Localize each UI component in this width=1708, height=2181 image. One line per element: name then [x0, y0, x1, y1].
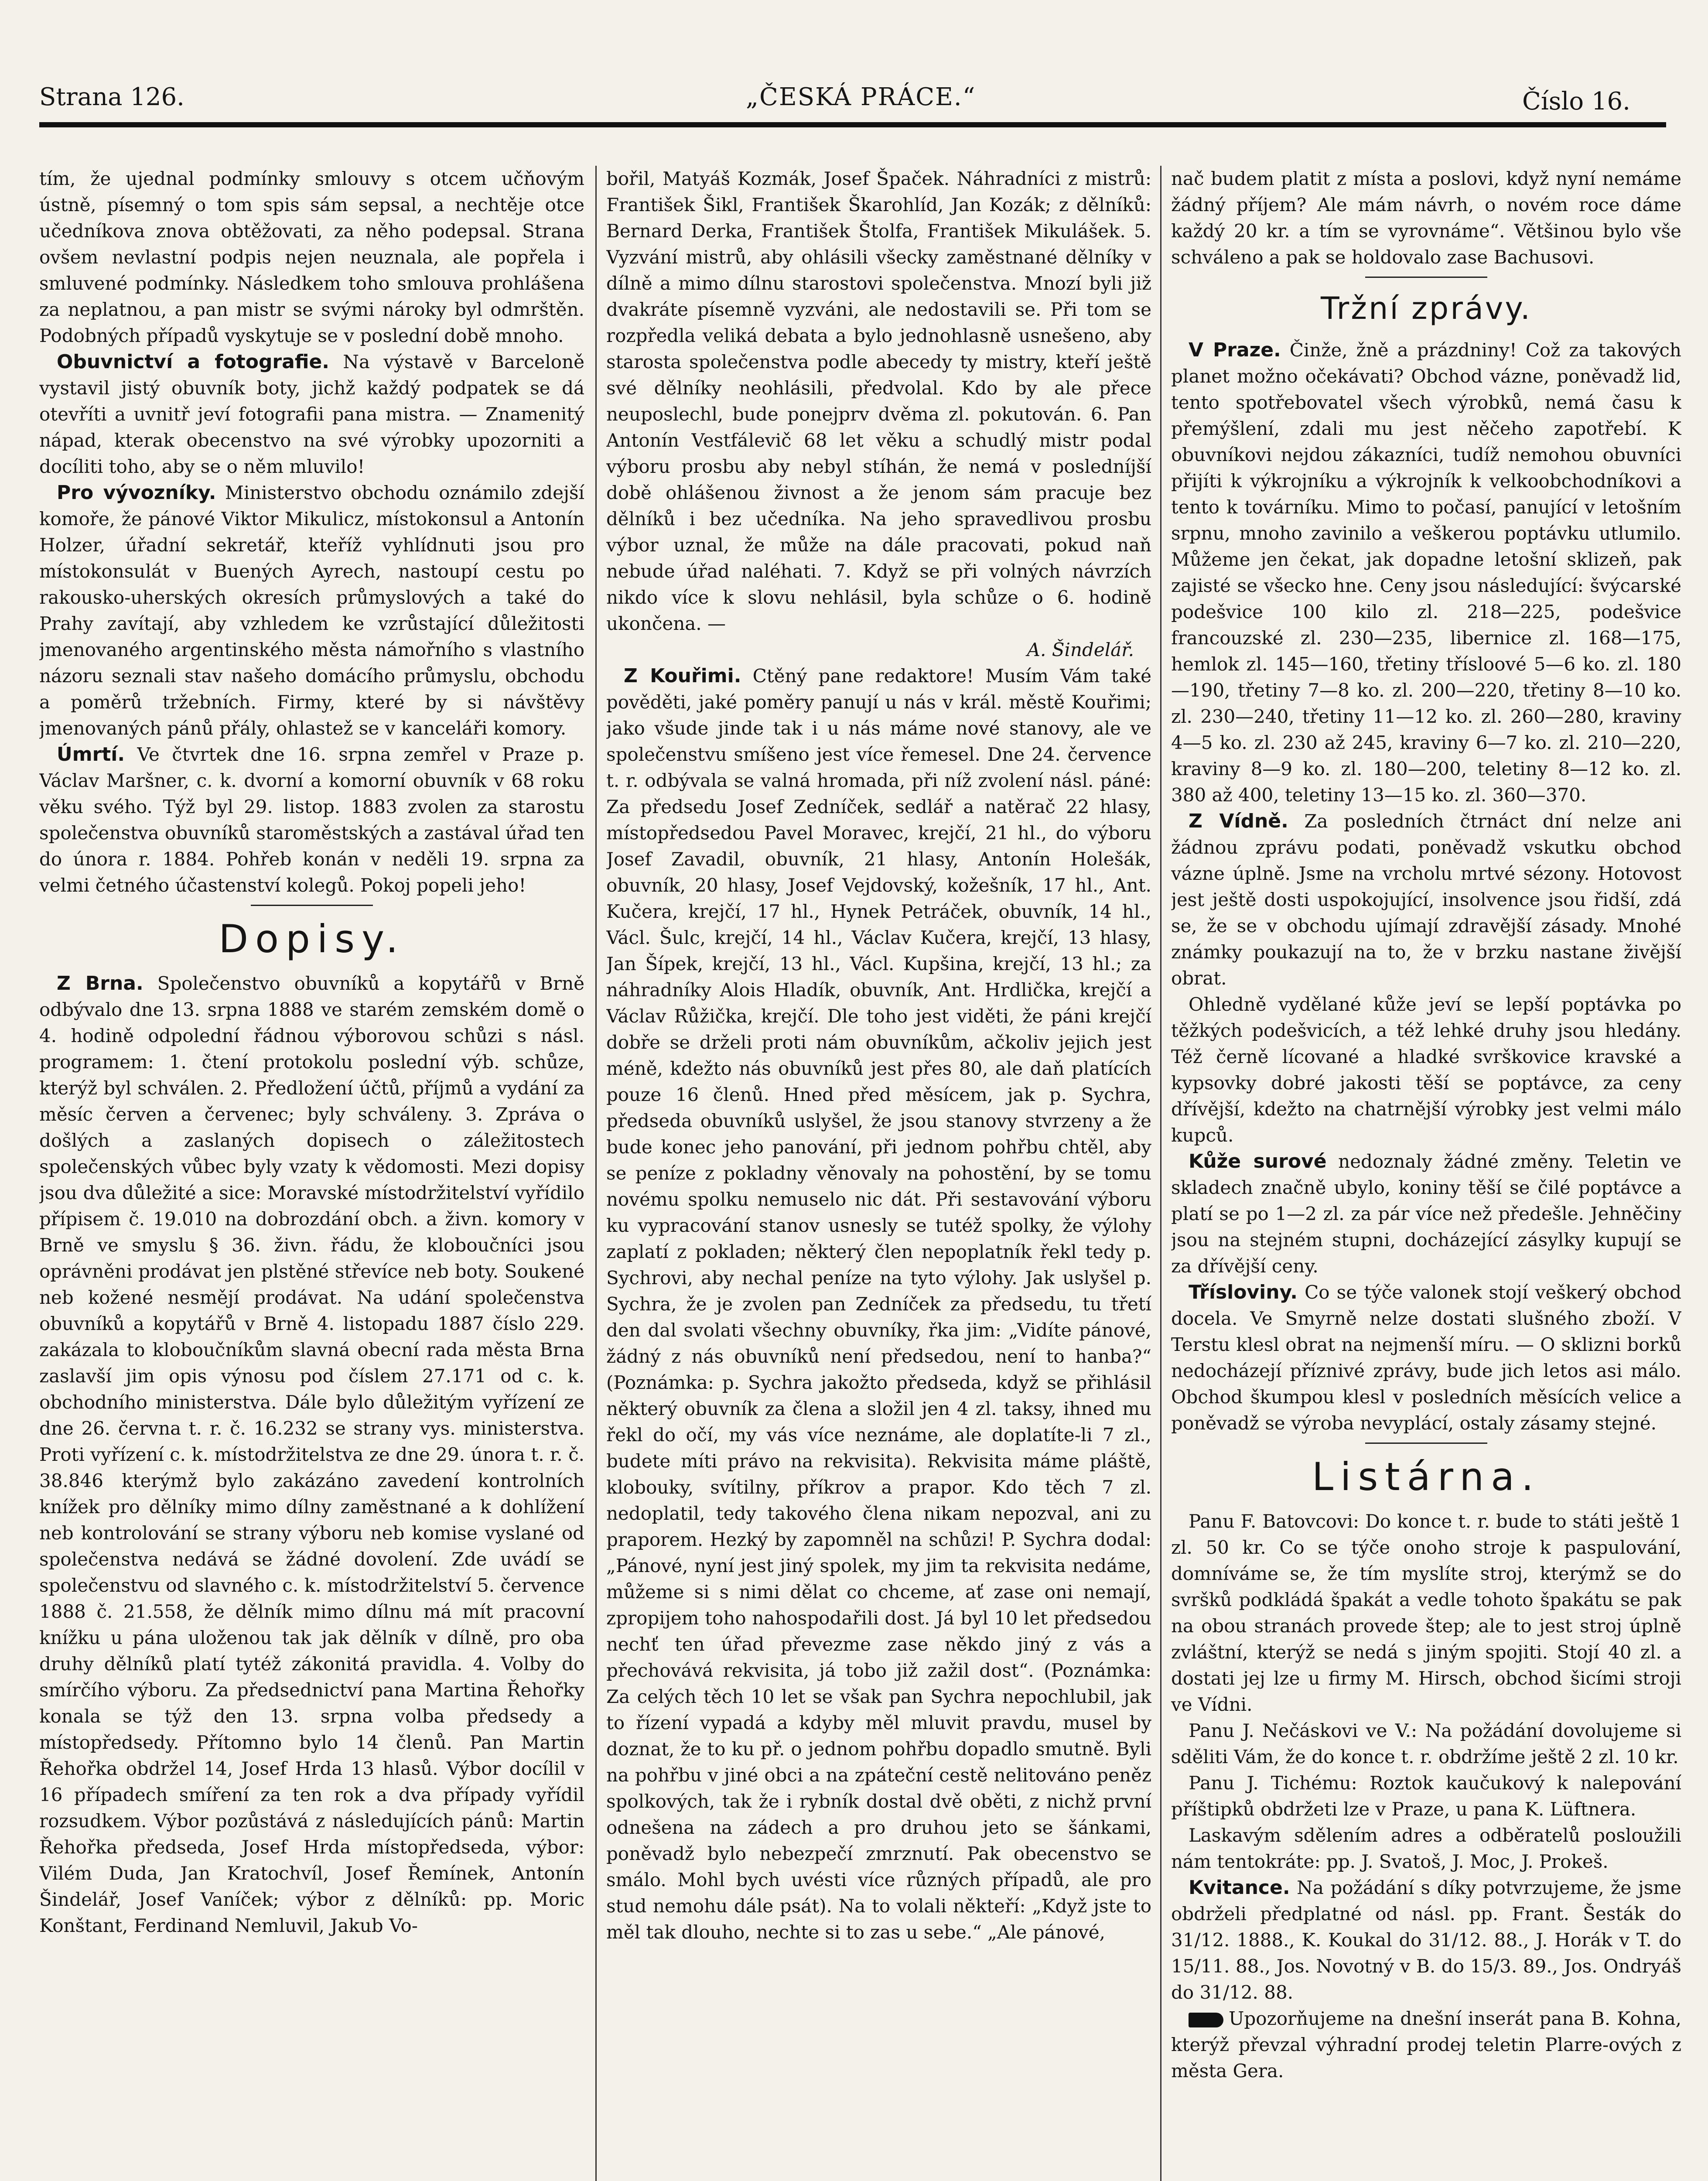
section-rule [1365, 1443, 1487, 1444]
article-paragraph [1171, 1875, 1681, 2006]
page-number: Strana 126. [39, 83, 184, 111]
article-heading: Obuvnictví a fotografie. [57, 351, 329, 373]
article-text: Co se týče valonek stojí veškerý obchod docela. Ve Smyrně nelze dostati slušného zboží. V Terstu klesl obrat na nejmenší míru. — O sklizni borků nedocházejí příznivé zprávy, bude jich letos asi málo. Obchod škumpou klesl v posledních měsících velice a poněvadž se výroba nevyplácí, ostaly zásamy stejné. [1171, 1282, 1681, 1434]
article-paragraph [1171, 1279, 1681, 1436]
article-text: Ve čtvrtek dne 16. srpna zemřel v Praze p. Václav Maršner, c. k. dvorní a komorní obuvník v 68 roku věku svého. Týž byl 29. listop. 1883 zvolen za starostu společenstva obuvníků staroměstských a zastával úřad ten do února r. 1884. Pohřeb konán v neděli 19. srpna za velmi četného účastenství kolegů. Pokoj popeli jeho! [39, 744, 584, 896]
article-heading: Kvitance. [1189, 1877, 1290, 1899]
article-text: nedoznaly žádné změny. Teletin ve skladech značně ubylo, koniny těší se čilé poptávce a platí se po 1—2 zl. za pár více než předešle. Jehněčiny jsou na stejném stupni, docházející zásylky kupují se za dřívější ceny. [1171, 1151, 1681, 1277]
signature: A. Šindelář. [1027, 639, 1134, 660]
column-divider [595, 166, 597, 2181]
article-paragraph: Ohledně vydělané kůže jeví se lepší poptávka po těžkých podešvicích, a též lehké druhy jsou hledány. Též černě lícované a hladké svrškovice kravské a kypsovky dobré jakosti těší se poptávce, za ceny dřívější, kdežto na chatrnější výrobky jest velmi málo kupců. [1171, 994, 1681, 1146]
article-paragraph: tím, že ujednal podmínky smlouvy s otcem učňovým ústně, písemný o tom spis sám sepsal, a nechtěje otce učedníkova znova obtěžovati, za něho podepsal. Strana ovšem nevlastní podpis nejen neuznala, ale popřela i smluvené podmínky. Následkem toho smlouva prohlášena za neplatnou, a pan mistr se svými nároky byl odmrštěn. Podobných případů vyskytuje se v poslední době mnoho. [39, 168, 584, 346]
issue-number: Číslo 16. [1522, 87, 1630, 116]
article-heading: Z Vídně. [1189, 810, 1288, 832]
article-paragraph [39, 349, 584, 480]
article-heading: Úmrtí. [57, 743, 125, 766]
article-text: Na výstavě v Barceloně vystavil jistý obuvník boty, jichž každý podpatek se dá otevříti a uvnitř jeví fotografii pana mistra. — Znamenitý nápad, kterak obecenstvo na své výrobky upozorniti a docíliti toho, aby se o něm mluvilo! [39, 351, 584, 477]
section-title-listarna: Listárna. [1312, 1454, 1541, 1499]
column-3 [1171, 166, 1681, 2181]
section-rule [1365, 277, 1487, 278]
newspaper-page [39, 35, 1681, 2181]
article-paragraph: Panu J. Tichému: Roztok kaučukový k nalepování příštipků obdržeti lze v Praze, u pana K. Lüftnera. [1171, 1772, 1681, 1820]
article-paragraph [1171, 808, 1681, 991]
section-title-trzni-zpravy: Tržní zprávy. [1320, 291, 1532, 326]
article-heading: V Praze. [1189, 339, 1281, 361]
article-paragraph [606, 663, 1151, 1945]
pointing-hand-icon [1189, 2013, 1223, 2027]
article-paragraph [39, 971, 584, 1939]
article-heading: Kůže surové [1189, 1150, 1327, 1173]
article-heading: Z Kouřimi. [624, 665, 741, 687]
article-text: Ministerstvo obchodu oznámilo zdejší komoře, že pánové Viktor Mikulicz, místokonsul a Antonín Holzer, úřadní sekretář, kteříž vyhlídnuti jsou pro místokonsulát v Buených Ayrech, nastoupí cestu po rakousko-uherských okresích průmyslových a také do Prahy zavítají, aby vzhledem ke vzrůstající důležitosti jmenovaného argentinského města námořního s vlastního názoru seznali stav našeho domácího průmyslu, obchodu a poměrů tržebních. Firmy, které by si návštěvy jmenovaných pánů přály, ohlastež se v kanceláři komory. [39, 482, 584, 739]
article-paragraph [1171, 2006, 1681, 2084]
article-heading: Z Brna. [57, 972, 143, 995]
column-1 [39, 166, 584, 2181]
section-title-dopisy: Dopisy. [219, 916, 405, 961]
article-paragraph [39, 742, 584, 899]
article-paragraph: bořil, Matyáš Kozmák, Josef Špaček. Náhradníci z mistrů: František Šikl, František Škarohlíd, Jan Kozák; z dělníků: Bernard Derka, František Štolfa, František Mikulášek. 5. Vyzvání mistrů, aby ohlásili všecky zaměstnané dělníky v dílně a mimo dílnu starostovi společenstva. Mnozí byli již dvakráte písemně vyzváni, ale nedostavili se. Při tom se rozpředla veliká debata a bylo jednohlasně usnešeno, aby starosta společenstva podle abecedy ty mistry, kteří ještě své dělníky neohlásili, předvolal. Kdo by ale přece neuposlechl, bude ponejprv dvěma zl. pokutován. 6. Pan Antonín Vestfálevič 68 let věku a schudlý mistr podal výboru prosbu aby nebyl stíhán, že nemá v posledníjší době ohlášenou živnost a že jenom sám pracuje bez dělníků i bez učedníka. Na jeho spravedlivou prosbu výbor uznal, že může na dále pracovati, pokud naň nebude úřad naléhati. 7. Když se při volných návrzích nikdo více k slovu nehlásil, byla schůze o 6. hodině ukončena. — [606, 168, 1151, 634]
article-paragraph [1171, 337, 1681, 808]
column-divider [1160, 166, 1161, 2181]
article-text: Na požádání s díky potvrzujeme, že jsme obdrželi předplatné od násl. pp. Frant. Šesták do 31/12. 1888., K. Koukal do 31/12. 88., J. Horák v T. do 15/11. 88., Jos. Novotný v B. do 15/3. 89., Jos. Ondryáš do 31/12. 88. [1171, 1877, 1681, 2003]
section-rule [251, 905, 373, 906]
page-header [39, 83, 1653, 122]
article-text: Upozorňujeme na dnešní inserát pana B. Kohna, kterýž převzal výhradní prodej teletin Plarre-ových z města Gera. [1171, 2008, 1681, 2082]
column-2 [606, 166, 1151, 2181]
header-rule [39, 122, 1666, 127]
article-paragraph [39, 480, 584, 742]
article-heading: Třísloviny. [1189, 1281, 1298, 1303]
article-text: Společenstvo obuvníků a kopytářů v Brně odbývalo dne 13. srpna 1888 ve starém zemském domě o 4. hodině odpolední řádnou výborovou schůzi s násl. programem: 1. čtení protokolu poslední výb. schůze, kterýž byl schválen. 2. Předložení účtů, příjmů a vydání za měsíc červen a červenec; byly schváleny. 3. Zpráva o došlých a zaslaných dopisech o záležitostech společenských vůbec byly vzaty k vědomosti. Mezi dopisy jsou dva důležité a sice: Moravské místodržitelství vyřídilo přípisem č. 19.010 na dobrozdání obch. a živn. komory v Brně ve smyslu § 36. živn. řádu, že kloboučníci jsou oprávněni prodávat jen plstěné střevíce neb boty. Soukené neb kožené nesmějí prodávat. Na udání společenstva obuvníků a kopytářů v Brně 4. listopadu 1887 číslo 229. zakázala to kloboučníkům slavná obecní rada města Brna zaslavší jim opis výnosu pod číslem 27.171 od c. k. obchodního ministerstva. Dále bylo důležitým vyřízení ze dne 26. června t. r. č. 16.232 se strany vys. ministerstva. Proti vyřízení c. k. místodržitelstva ze dne 29. února t. r. č. 38.846 kterýmž bylo zakázáno zavedení kontrolních knížek pro dělníky mimo dílny zaměstnané a k dohlížení neb kontrolování se strany výboru neb komise vyslané od společenstva nedává se žádné dovolení. Zde uvádí se společenstvu od slavného c. k. místodržitelství 5. července 1888 č. 21.558, že dělník mimo dílnu má mít pracovní knížku u pána uloženou tak jak dělník v dílně, pro oba druhy dělníků platí tytéž zákonitá pravidla. 4. Volby do smírčího výboru. Za předsednictví pana Martina Řehořky konala se týž den 13. srpna volba předsedy a místopředsedy. Přítomno bylo 14 členů. Pan Martin Řehořka obdržel 14, Josef Hrda 13 hlasů. Výbor docílil v 16 případech smíření za ten rok a dva případy vyřídil rozsudkem. Výbor pozůstává z následujících pánů: Martin Řehořka předseda, Josef Hrda místopředseda, výbor: Vilém Duda, Jan Kratochvíl, Josef Řemínek, Antonín Šindelář, Josef Vaníček; výbor z dělníků: pp. Moric Konštant, Ferdinand Nemluvil, Jakub Vo- [39, 973, 584, 1936]
article-heading: Pro vývozníky. [57, 482, 216, 504]
article-paragraph: Laskavým sdělením adres a odběratelů posloužili nám tentokráte: pp. J. Svatoš, J. Moc, J. Prokeš. [1171, 1825, 1681, 1872]
article-paragraph: nač budem platit z místa a poslovi, když nyní nemáme žádný příjem? Ale mám návrh, o novém roce dáme každý 20 kr. a tím se vyrovnáme“. Většinou bylo vše schváleno a pak se holdovalo zase Bachusovi. [1171, 168, 1681, 268]
article-text: Za posledních čtrnáct dní nelze ani žádnou zprávu podati, poněvadž vskutku obchod vázne úplně. Jsme na vrcholu mrtvé sézony. Hotovost jest ještě dosti uspokojující, insolvence jsou řidší, zdá se, že se v obchodu ujímají zdravější zásady. Mnohé známky poukazují na to, že v brzku nastane živější obrat. [1171, 810, 1681, 989]
article-text: Ctěný pane redaktore! Musím Vám také pověděti, jaké poměry panují u nás v král. městě Kouřimi; jako všude jinde tak i u nás máme nové stanovy, ale ve společenstvu smíšeno jest více řemesel. Dne 24. července t. r. odbývala se valná hromada, při níž zvolení násl. páné: Za předsedu Josef Zedníček, sedlář a natěrač 22 hlasy, místopředsedou Pavel Moravec, krejčí, 21 hl., do výboru Josef Zavadil, obuvník, 21 hlasy, Antonín Holešák, obuvník, 20 hlasy, Josef Vejdovský, kožešník, 17 hl., Ant. Kučera, krejčí, 17 hl., Hynek Petráček, obuvník, 14 hl., Václ. Šulc, krejčí, 14 hl., Václav Kučera, krejčí, 13 hlasy, Jan Šípek, krejčí, 13 hl., Václ. Kupšina, krejčí, 13 hl.; za náhradníky Alois Hladík, obuvník, Ant. Hrdlička, krejčí a Václav Růžička, krejčí. Dle toho jest viděti, že páni krejčí dobře se drželi proti nám obuvníkům, ačkoliv jejich jest méně, kdežto nás obuvníků jest přes 80, ale daň platících pouze 16 členů. Hned před měsícem, jak p. Sychra, předseda obuvníků uslyšel, že jsou stanovy stvrzeny a že bude konec jeho panování, při jednom pohřbu chtěl, aby se peníze z pokladny věnovaly na pohostění, by se tomu novému spolku nemuselo nic dát. Při sestavování výboru ku vypracování stanov usnesly se tutéž spolky, že výlohy zaplatí z pokladen; některý člen nepoplatník řekl tedy p. Sychrovi, aby nechal peníze na tyto výlohy. Jak uslyšel p. Sychra, že je zvolen pan Zedníček za předsedu, tu třetí den dal svolati všechny obuvníky, řka jim: „Vidíte pánové, žádný z nás obuvníků není předsedou, není to hanba?“ (Poznámka: p. Sychra jakožto předseda, když se přihlásil některý obuvník za člena a složil jen 4 zl. taksy, ihned mu řekl do očí, my vás více neznáme, ale doplatíte-li 7 zl., budete míti právo na rekvisita). Rekvisita máme pláště, klobouky, svítilny, příkrov a prapor. Kdo těch 7 zl. nedoplatil, tedy takového člena nikam nepozval, ani zu praporem. Hezký by zapomněl na schůzi! P. Sychra dodal: „Pánové, nyní jest jiný spolek, my jim ta rekvisita nedáme, můžeme si s nimi dělat co chceme, ať zase oni nemají, zpropijem toho nahospodařili dost. Já byl 10 let předsedou nechť ten úřad převezme zase někdo jiný z vás a přechovává rekvisita, já tobo již zažil dost“. (Poznámka: Za celých těch 10 let se však pan Sychra nepochlubil, jak to řízení vypadá a kdyby měl mluvit pravdu, musel by doznat, že to ku př. o jednom pohřbu dopadlo smutně. Byli na pohřbu v jiné obci a na zpáteční cestě nelitováno peněz spolkových, tak že i rybník dostal dvě oběti, z nichž první odnešena na zádech a pro druhou jeto se šánkami, poněvadž bylo nebezpečí zmrznutí. Pak obecenstvo se smálo. Mohl bych uvésti více různých případů, ale pro stud nemohu dále psát). Na to volali někteří: „Když jste to měl tak dlouho, nechte si to zas u sebe.“ „Ale pánové, [606, 665, 1151, 1943]
article-text: Činže, žně a prázdniny! Což za takových planet možno očekávati? Obchod vázne, poněvadž lid, tento spotřebovatel všech výrobků, nemá času k přemýšlení, zdali mu jest něčeho zapotřebí. K obuvníkovi nejdou zákazníci, tudíž nemohou obuvníci přijíti k výkrojníku a výkrojník k velkoobchodníkovi a tento k továrníku. Mimo to počasí, panující v letošním srpnu, mnoho zavinilo a veškerou poptávku utlumilo. Můžeme jen čekat, jak dopadne letošní sklizeň, pak zajisté se všecko hne. Ceny jsou následující: švýcarské podešvice 100 kilo zl. 218—225, podešvice francouzské zl. 230—235, libernice zl. 168—175, hemlok zl. 145—160, třetiny třísloové 5—6 ko. zl. 180—190, třetiny 7—8 ko. zl. 200—220, třetiny 8—10 ko. zl. 230—240, třetiny 11—12 ko. zl. 260—280, kraviny 4—5 ko. zl. 230 až 245, kraviny 6—7 ko. zl. 210—220, kraviny 8—9 ko. zl. 180—200, teletiny 8—12 ko. zl. 380 až 400, teletiny 13—15 ko. zl. 360—370. [1171, 339, 1681, 806]
article-paragraph: Panu J. Nečáskovi ve V.: Na požádání dovolujeme si sděliti Vám, že do konce t. r. obdržíme ještě 2 zl. 10 kr. [1171, 1720, 1681, 1767]
article-paragraph [1171, 1149, 1681, 1279]
newspaper-title: „ČESKÁ PRÁCE.“ [746, 83, 976, 111]
article-paragraph: Panu F. Batovcovi: Do konce t. r. bude to státi ještě 1 zl. 50 kr. Co se týče onoho stroje k paspulování, domníváme se, že tím myslíte stroj, kterýmž se do svršků podkládá špakát a vedle tohoto špakátu se pak na obou stranách provede štep; ale to jest stroj úplně zvláštní, kterýž se nedá s jiným spojiti. Stojí 40 zl. a dostati jej lze u firmy M. Hirsch, obchod šicími stroji ve Vídni. [1171, 1511, 1681, 1715]
